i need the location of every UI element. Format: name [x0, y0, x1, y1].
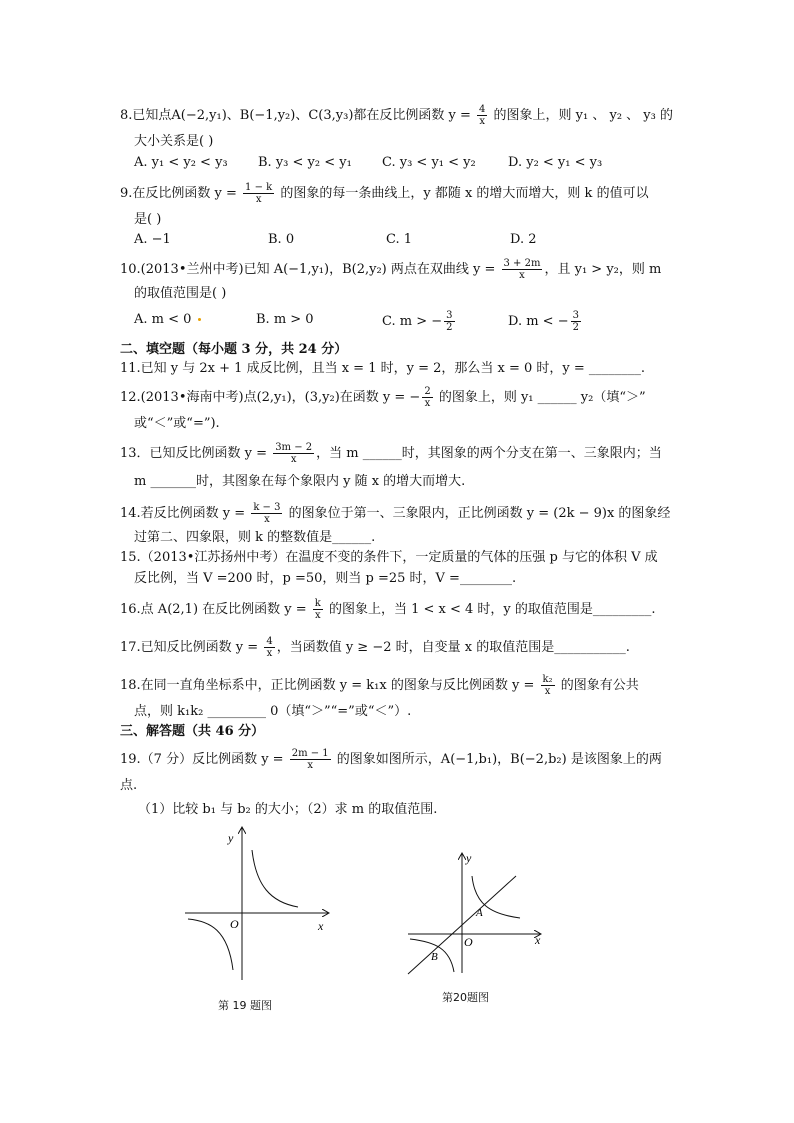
- q12-line1: 12.(2013•海南中考)点(2,y₁)，(3,y₂)在函数 y = − $\frac{2}{x}$ 的图象上，则 y₁ ______ y₂（填“＞”: [120, 386, 646, 409]
- q10-option-d: D. m < − $\frac{3}{2}$: [508, 310, 579, 333]
- q14-line1: 14.若反比例函数 y = $\frac{k - 3}{x}$ 的图象位于第一、三象限内，正比例函数 y = (2k − 9)x 的图象经: [120, 502, 671, 525]
- fraction: $\frac{\text{k₂}}{x}$: [542, 674, 553, 697]
- q9-line2: 是( ): [134, 212, 162, 227]
- q9-line1: 9.在反比例函数 y = $\frac{1 - k}{x}$ 的图象的每一条曲线上，y 都随 x 的增大而增大，则 k 的值可以: [120, 182, 649, 205]
- q11-line1: 11.已知 y 与 2x + 1 成反比例，且当 x = 1 时，y = 2，那么当 x = 0 时，y = ________.: [120, 361, 646, 376]
- fraction: $\frac{4}{x}$: [266, 636, 273, 659]
- section-answer-title: 三、解答题（共 46 分）: [120, 724, 265, 739]
- q8-line2: 大小关系是( ): [134, 134, 214, 149]
- figure-20-caption: 第20题图: [442, 991, 489, 1004]
- fraction: $\frac{3}{2}$: [446, 310, 453, 333]
- origin-label: O: [464, 935, 473, 949]
- x-axis-label: x: [318, 919, 324, 933]
- fraction: $\frac{3 + 2m}{x}$: [503, 258, 541, 281]
- fraction: $\frac{3m - 2}{x}$: [275, 442, 313, 465]
- q10-line2: 的取值范围是( ): [134, 286, 227, 301]
- q19-line1: 19.（7 分）反比例函数 y = $\frac{2m - 1}{x}$ 的图象如图所示，A(−1,b₁)，B(−2,b₂) 是该图象上的两: [120, 748, 662, 771]
- section-fill-in-title: 二、填空题（每小题 3 分，共 24 分）: [120, 342, 348, 357]
- q13-line1: 13．已知反比例函数 y = $\frac{3m - 2}{x}$ ，当 m ______时，其图象的两个分支在第一、三象限内；当: [120, 442, 662, 465]
- q19-line2: 点.: [120, 778, 138, 793]
- fraction: $\frac{k - 3}{x}$: [253, 502, 281, 525]
- q14-line2: 过第二、四象限，则 k 的整数值是______.: [134, 530, 376, 545]
- q8-line1: 8.已知点A(−2,y₁)、B(−1,y₂)、C(3,y₃)都在反比例函数 y = $\frac{4}{x}$ 的图象上，则 y₁ 、 y₂ 、 y₃ 的: [120, 104, 673, 127]
- q9-option-c: C. 1: [386, 232, 413, 247]
- figure-20: [400, 848, 550, 978]
- q8-option-c: C. y₃ < y₁ < y₂: [382, 155, 476, 170]
- y-axis-label: y: [466, 851, 472, 865]
- q12-line2: 或“＜”或“=”).: [134, 416, 220, 431]
- q19-line3: （1）比较 b₁ 与 b₂ 的大小；（2）求 m 的取值范围.: [138, 802, 438, 817]
- origin-label: O: [230, 917, 239, 931]
- q10-line1: 10.(2013•兰州中考)已知 A(−1,y₁)，B(2,y₂) 两点在双曲线 y = $\frac{3 + 2m}{x}$ ，且 y₁ > y₂，则 m: [120, 258, 662, 281]
- q15-line1: 15.（2013•江苏扬州中考）在温度不变的条件下，一定质量的气体的压强 p 与它的体积 V 成: [120, 550, 658, 565]
- stray-dot: [198, 318, 201, 321]
- q16-line1: 16.点 A(2,1) 在反比例函数 y = $\frac{k}{x}$ 的图象上，当 1 < x < 4 时，y 的取值范围是_________.: [120, 598, 656, 621]
- q8-option-d: D. y₂ < y₁ < y₃: [508, 155, 603, 170]
- fraction: $\frac{k}{x}$: [314, 598, 321, 621]
- q17-line1: 17.已知反比例函数 y = $\frac{4}{x}$ ，当函数值 y ≥ −2 时，自变量 x 的取值范围是___________.: [120, 636, 630, 659]
- q18-line2: 点，则 k₁k₂ _________ 0（填“＞”“=”或“＜”）.: [134, 704, 412, 719]
- fraction: $\frac{1 - k}{x}$: [245, 182, 273, 205]
- x-axis-label: x: [535, 933, 541, 947]
- fraction: $\frac{4}{x}$: [479, 104, 486, 127]
- q8-option-a: A. y₁ < y₂ < y₃: [134, 155, 228, 170]
- q13-line2: m _______时，其图象在每个象限内 y 随 x 的增大而增大.: [134, 474, 466, 489]
- hyperbola-branch-3: [188, 919, 233, 970]
- y-axis-label: y: [228, 831, 234, 845]
- fraction: $\frac{2m - 1}{x}$: [291, 748, 329, 771]
- fraction: $\frac{2}{x}$: [424, 386, 431, 409]
- point-b-label: B: [431, 951, 438, 963]
- figure-19: [180, 820, 340, 990]
- q10-option-c: C. m > − $\frac{3}{2}$: [382, 310, 453, 333]
- q15-line2: 反比例，当 V =200 时，p =50，则当 p =25 时，V =________.: [134, 571, 517, 586]
- q10-option-a: A. m < 0: [134, 312, 192, 327]
- q9-option-a: A. −1: [134, 232, 171, 247]
- q10-option-b: B. m > 0: [256, 312, 314, 327]
- hyperbola-branch-1: [252, 850, 298, 907]
- q8-option-b: B. y₃ < y₂ < y₁: [258, 155, 352, 170]
- figure-19-caption: 第 19 题图: [218, 999, 272, 1012]
- q9-option-d: D. 2: [510, 232, 537, 247]
- fraction: $\frac{3}{2}$: [572, 310, 579, 333]
- q9-option-b: B. 0: [268, 232, 295, 247]
- point-a-label: A: [476, 907, 483, 919]
- q18-line1: 18.在同一直角坐标系中，正比例函数 y = k₁x 的图象与反比例函数 y = $\frac{\text{k₂}}{x}$ 的图象有公共: [120, 674, 639, 697]
